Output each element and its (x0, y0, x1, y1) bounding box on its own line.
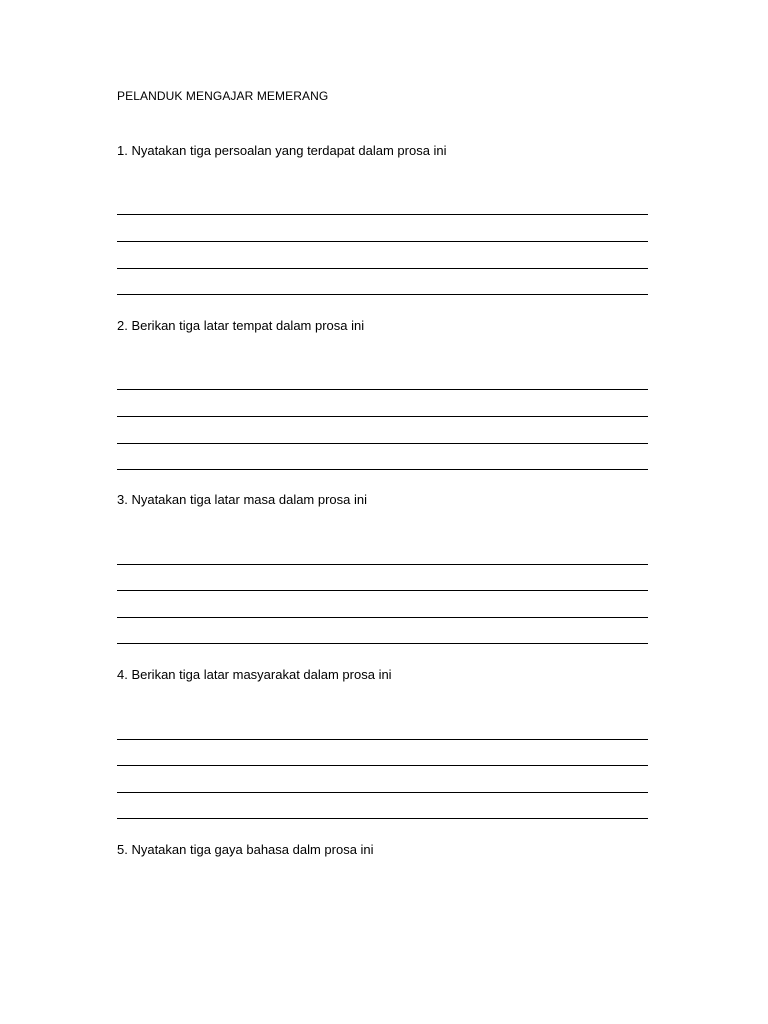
answer-line[interactable] (117, 617, 648, 618)
answer-line[interactable] (117, 590, 648, 591)
question-5: 5. Nyatakan tiga gaya bahasa dalm prosa ini (117, 842, 374, 857)
answer-line[interactable] (117, 564, 648, 565)
answer-line[interactable] (117, 443, 648, 444)
answer-line[interactable] (117, 469, 648, 470)
answer-line[interactable] (117, 214, 648, 215)
answer-line[interactable] (117, 643, 648, 644)
answer-line[interactable] (117, 792, 648, 793)
question-2: 2. Berikan tiga latar tempat dalam prosa ini (117, 318, 365, 333)
answer-line[interactable] (117, 818, 648, 819)
answer-line[interactable] (117, 294, 648, 295)
question-3: 3. Nyatakan tiga latar masa dalam prosa ini (117, 492, 368, 507)
question-1: 1. Nyatakan tiga persoalan yang terdapat dalam prosa ini (117, 143, 447, 158)
answer-line[interactable] (117, 241, 648, 242)
answer-line[interactable] (117, 416, 648, 417)
answer-line[interactable] (117, 765, 648, 766)
answer-line[interactable] (117, 389, 648, 390)
answer-line[interactable] (117, 268, 648, 269)
answer-line[interactable] (117, 739, 648, 740)
document-title: PELANDUK MENGAJAR MEMERANG (117, 89, 329, 103)
question-4: 4. Berikan tiga latar masyarakat dalam prosa ini (117, 667, 392, 682)
